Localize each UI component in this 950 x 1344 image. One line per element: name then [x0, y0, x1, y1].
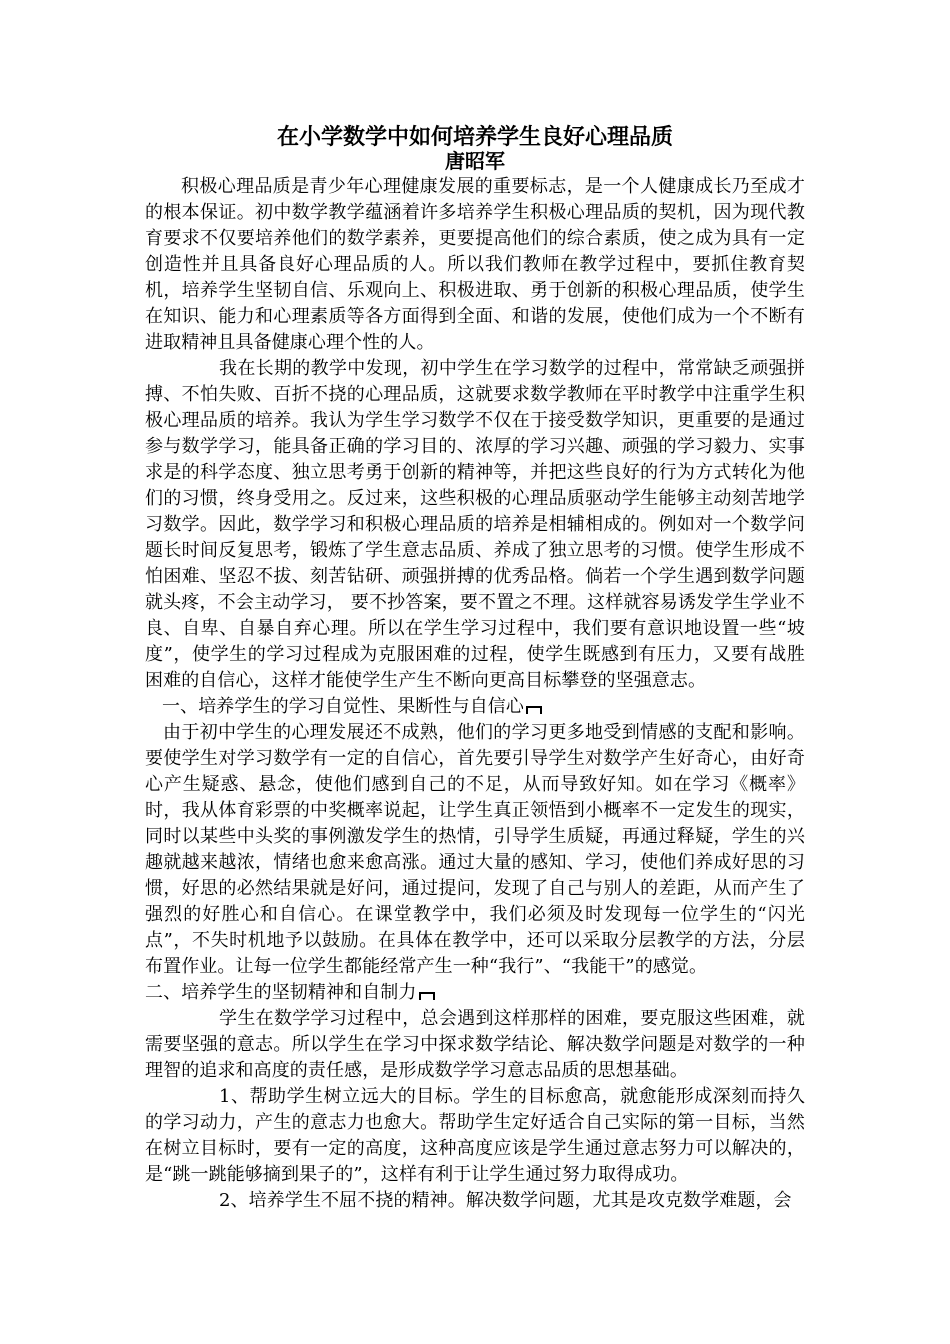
document-body: [145, 174, 805, 1214]
section-heading-1-text: 一、培养学生的学习自觉性、果断性与自信心: [162, 696, 524, 717]
paragraph-intro: 积极心理品质是青少年心理健康发展的重要标志，是一个人健康成长乃至成才的根本保证。初中数学教学蕴涵着许多培养学生积极心理品质的契机，因为现代教育要求不仅要培养他们的数学素养，更要提高他们的综合素质，使之成为具有一定创造性并且具备良好心理品质的人。所以我们教师在教学过程中，要抓住教育契机，培养学生坚韧自信、乐观向上、积极进取、勇于创新的积极心理品质，使学生在知识、能力和心理素质等各方面得到全面、和谐的发展，使他们成为一个不断有进取精神且具备健康心理个性的人。: [145, 176, 805, 353]
bracket-mark-icon: [419, 992, 435, 1000]
section-heading-1: [145, 694, 805, 720]
section-heading-2: [145, 980, 805, 1006]
paragraph-section-2: 学生在数学学习过程中，总会遇到这样那样的困难，要克服这些困难，就需要坚强的意志。所以学生在学习中探求数学结论、解决数学问题是对数学的一种理智的追求和高度的责任感，是形成数学学习意志品质的思想基础。: [145, 1008, 805, 1081]
paragraph-observation: 我在长期的教学中发现，初中学生在学习数学的过程中，常常缺乏顽强拼搏、不怕失败、百折不挠的心理品质，这就要求数学教师在平时教学中注重学生积极心理品质的培养。我认为学生学习数学不仅在于接受数学知识，更重要的是通过参与数学学习，能具备正确的学习目的、浓厚的学习兴趣、顽强的学习毅力、实事求是的科学态度、独立思考勇于创新的精神等，并把这些良好的行为方式转化为他们的习惯，终身受用之。反过来，这些积极的心理品质驱动学生能够主动刻苦地学习数学。因此，数学学习和积极心理品质的培养是相辅相成的。例如对一个数学问题长时间反复思考，锻炼了学生意志品质、养成了独立思考的习惯。使学生形成不怕困难、坚忍不拔、刻苦钻研、顽强拼搏的优秀品格。倘若一个学生遇到数学问题就头疼，不会主动学习， 要不抄答案，要不置之不理。这样就容易诱发学生学业不良、自卑、自暴自弃心理。所以在学生学习过程中，我们要有意识地设置一些“坡度”，使学生的学习过程成为克服困难的过程，使学生既感到有压力，又要有战胜困难的自信心，这样才能使学生产生不断向更高目标攀登的坚强意志。: [145, 358, 805, 691]
paragraph-point-2: 2、培养学生不屈不挠的精神。解决数学问题，尤其是攻克数学难题，会: [219, 1190, 792, 1211]
document-title: 在小学数学中如何培养学生良好心理品质: [276, 125, 673, 150]
paragraph-section-1: 由于初中学生的心理发展还不成熟，他们的学习更多地受到情感的支配和影响。要使学生对学习数学有一定的自信心，首先要引导学生对数学产生好奇心，由好奇心产生疑惑、悬念，使他们感到自己的不足，从而导致好知。如在学习《概率》时，我从体育彩票的中奖概率说起，让学生真正领悟到小概率不一定发生的现实，同时以某些中头奖的事例激发学生的热情，引导学生质疑，再通过释疑，学生的兴趣就越来越浓，情绪也愈来愈高涨。通过大量的感知、学习，使他们养成好思的习惯，好思的必然结果就是好问，通过提问，发现了自己与别人的差距，从而产生了强烈的好胜心和自信心。在课堂教学中，我们必须及时发现每一位学生的“闪光点”，不失时机地予以鼓励。在具体在教学中，还可以采取分层教学的方法，分层布置作业。让每一位学生都能经常产生一种“我行”、“我能干”的感觉。: [145, 722, 805, 977]
paragraph-point-1: 1、帮助学生树立远大的目标。学生的目标愈高，就愈能形成深刻而持久的学习动力，产生的意志力也愈大。帮助学生定好适合自己实际的第一目标，当然在树立目标时，要有一定的高度，这种高度应该是学生通过意志努力可以解决的，是“跳一跳能够摘到果子的”，这样有利于让学生通过努力取得成功。: [145, 1086, 805, 1185]
section-heading-2-text: 二、培养学生的坚韧精神和自制力: [145, 982, 417, 1003]
document-author: 唐昭军: [445, 149, 505, 173]
bracket-mark-icon: [526, 706, 542, 714]
